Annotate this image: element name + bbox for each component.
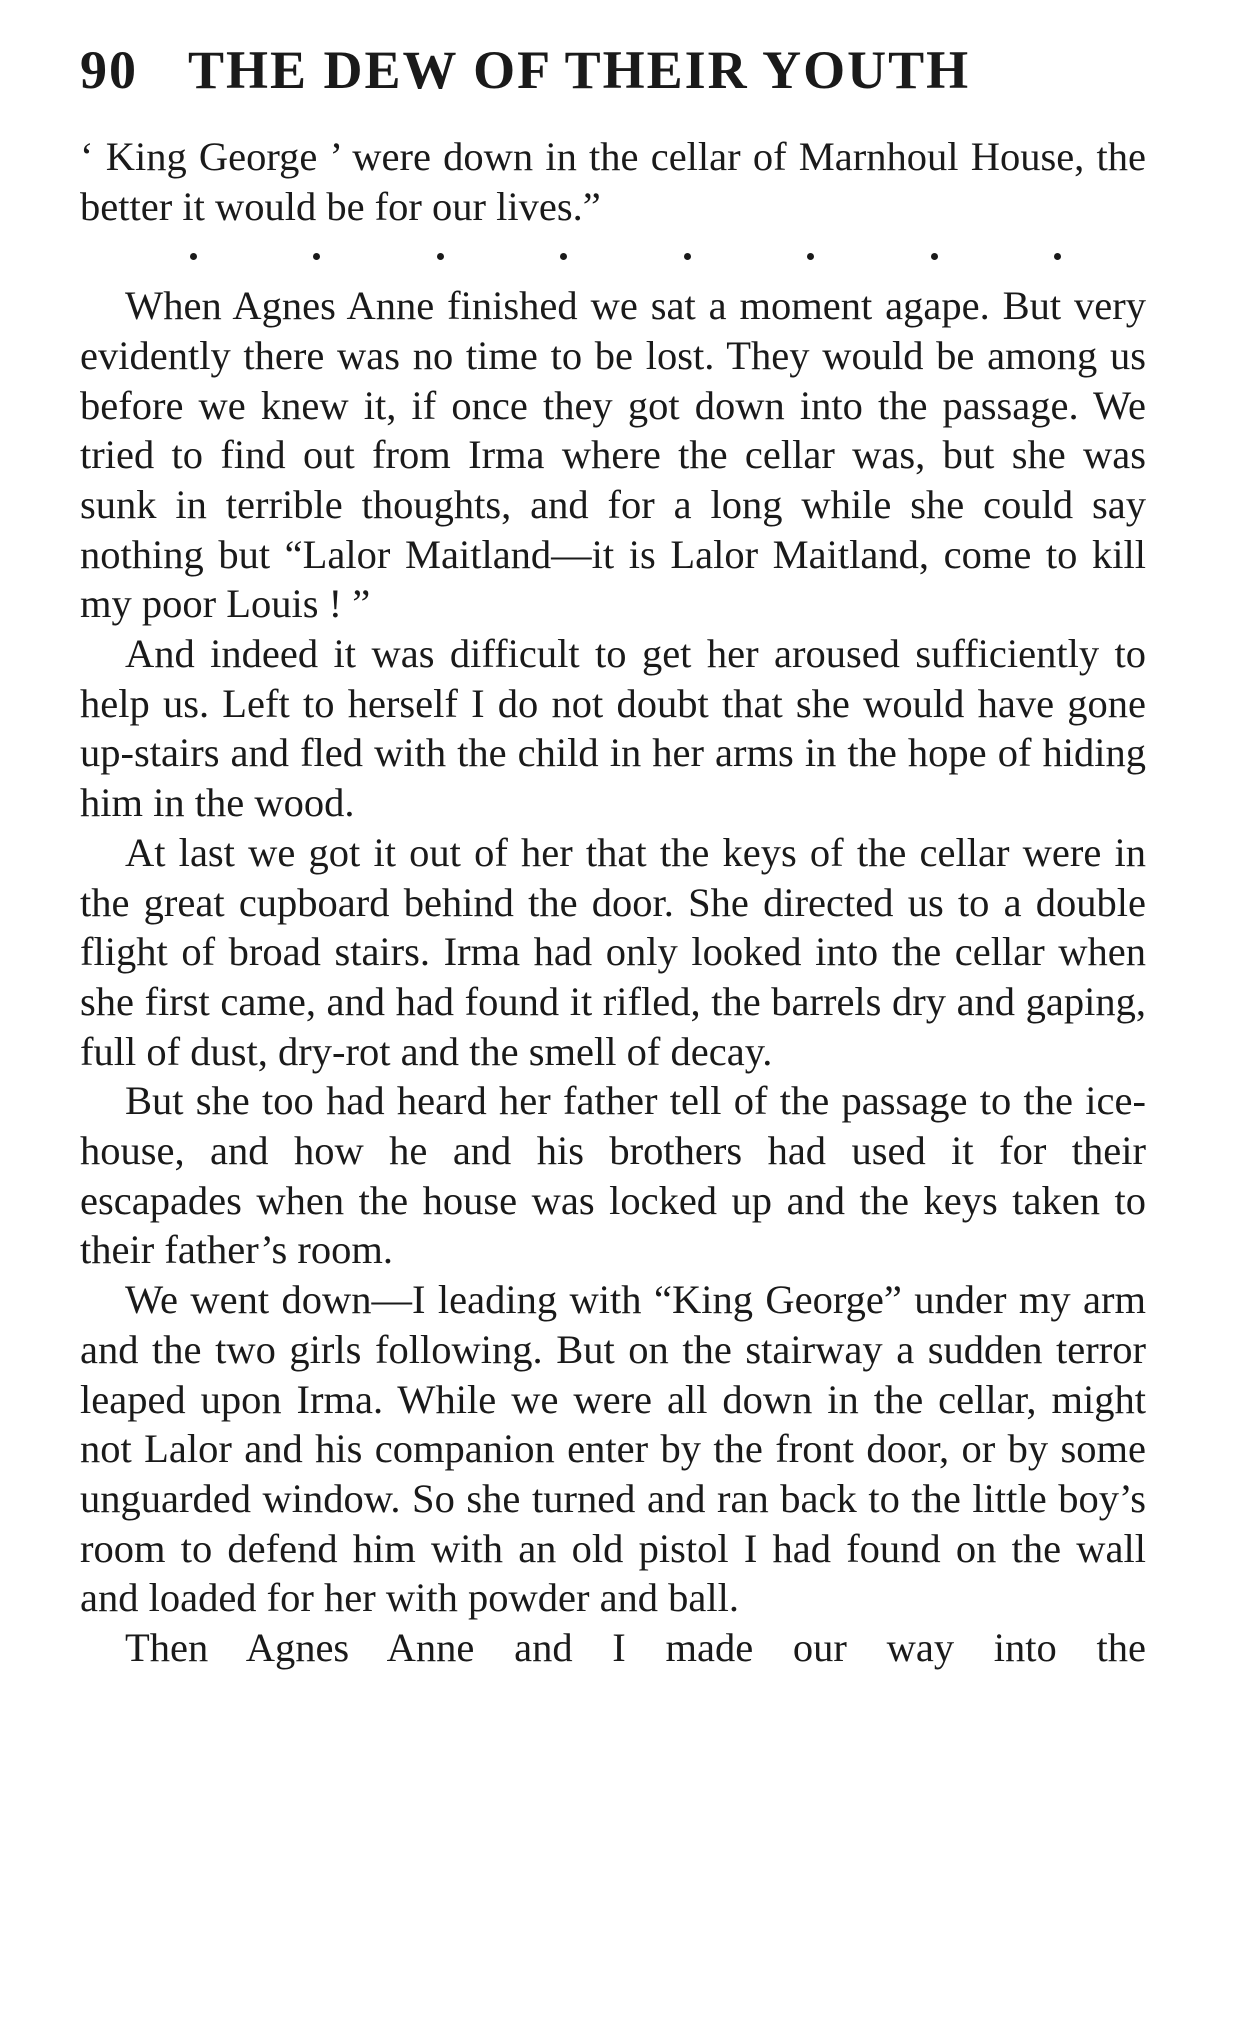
paragraph: When Agnes Anne finished we sat a moment agape. But very evidently there was no time to be lost. They would be among us before we knew it, if once they got down into the passage. We tried to find out from Irma where the cellar was, but she was sunk in terrible thoughts, and for a long while she could say nothing but “Lalor Maitland—it is Lalor Maitland, come to kill my poor Louis ! ” — [80, 283, 1146, 627]
break-dot — [931, 253, 938, 260]
section-break — [80, 231, 1146, 281]
paragraph: At last we got it out of her that the keys of the cellar were in the great cupboard behind the door. She directed us to a double flight of broad stairs. Irma had only looked into the cellar when she first came, and had found it rifled, the barrels dry and gaping, full of dust, dry-rot and the smell of decay. — [80, 829, 1146, 1074]
break-dot — [1054, 253, 1061, 260]
paragraph: We went down—I leading with “King George” under my arm and the two girls following. But on the stairway a sudden terror leaped upon Irma. While we were all down in the cellar, might not Lalor and his companion enter by the front door, or by some unguarded window. So she turned and ran back to the little boy’s room to defend him with an old pistol I had found on the wall and loaded for her with powder and ball. — [80, 1277, 1146, 1621]
book-title: THE DEW OF THEIR YOUTH — [188, 40, 971, 100]
paragraph: But she too had heard her father tell of the passage to the ice-house, and how he and his brothers had used it for their escapades when the house was locked up and the keys taken to their father’s room. — [80, 1078, 1146, 1273]
break-dot — [560, 253, 567, 260]
break-dot — [807, 253, 814, 260]
break-dot — [437, 253, 444, 260]
paragraph-continuation: ‘ King George ’ were down in the cellar of Marnhoul House, the better it would be for our lives.” — [80, 134, 1146, 229]
break-dot — [313, 253, 320, 260]
paragraph-last: Then Agnes Anne and I made our way into the — [125, 1625, 1146, 1671]
running-head — [80, 40, 1146, 100]
break-dot — [684, 253, 691, 260]
body-text — [80, 132, 1146, 1673]
break-dot — [190, 253, 197, 260]
page-number: 90 — [80, 40, 138, 100]
paragraph: And indeed it was difficult to get her aroused sufficiently to help us. Left to herself I do not doubt that she would have gone up-stairs and fled with the child in her arms in the hope of hiding him in the wood. — [80, 631, 1146, 826]
book-page — [80, 40, 1146, 1673]
